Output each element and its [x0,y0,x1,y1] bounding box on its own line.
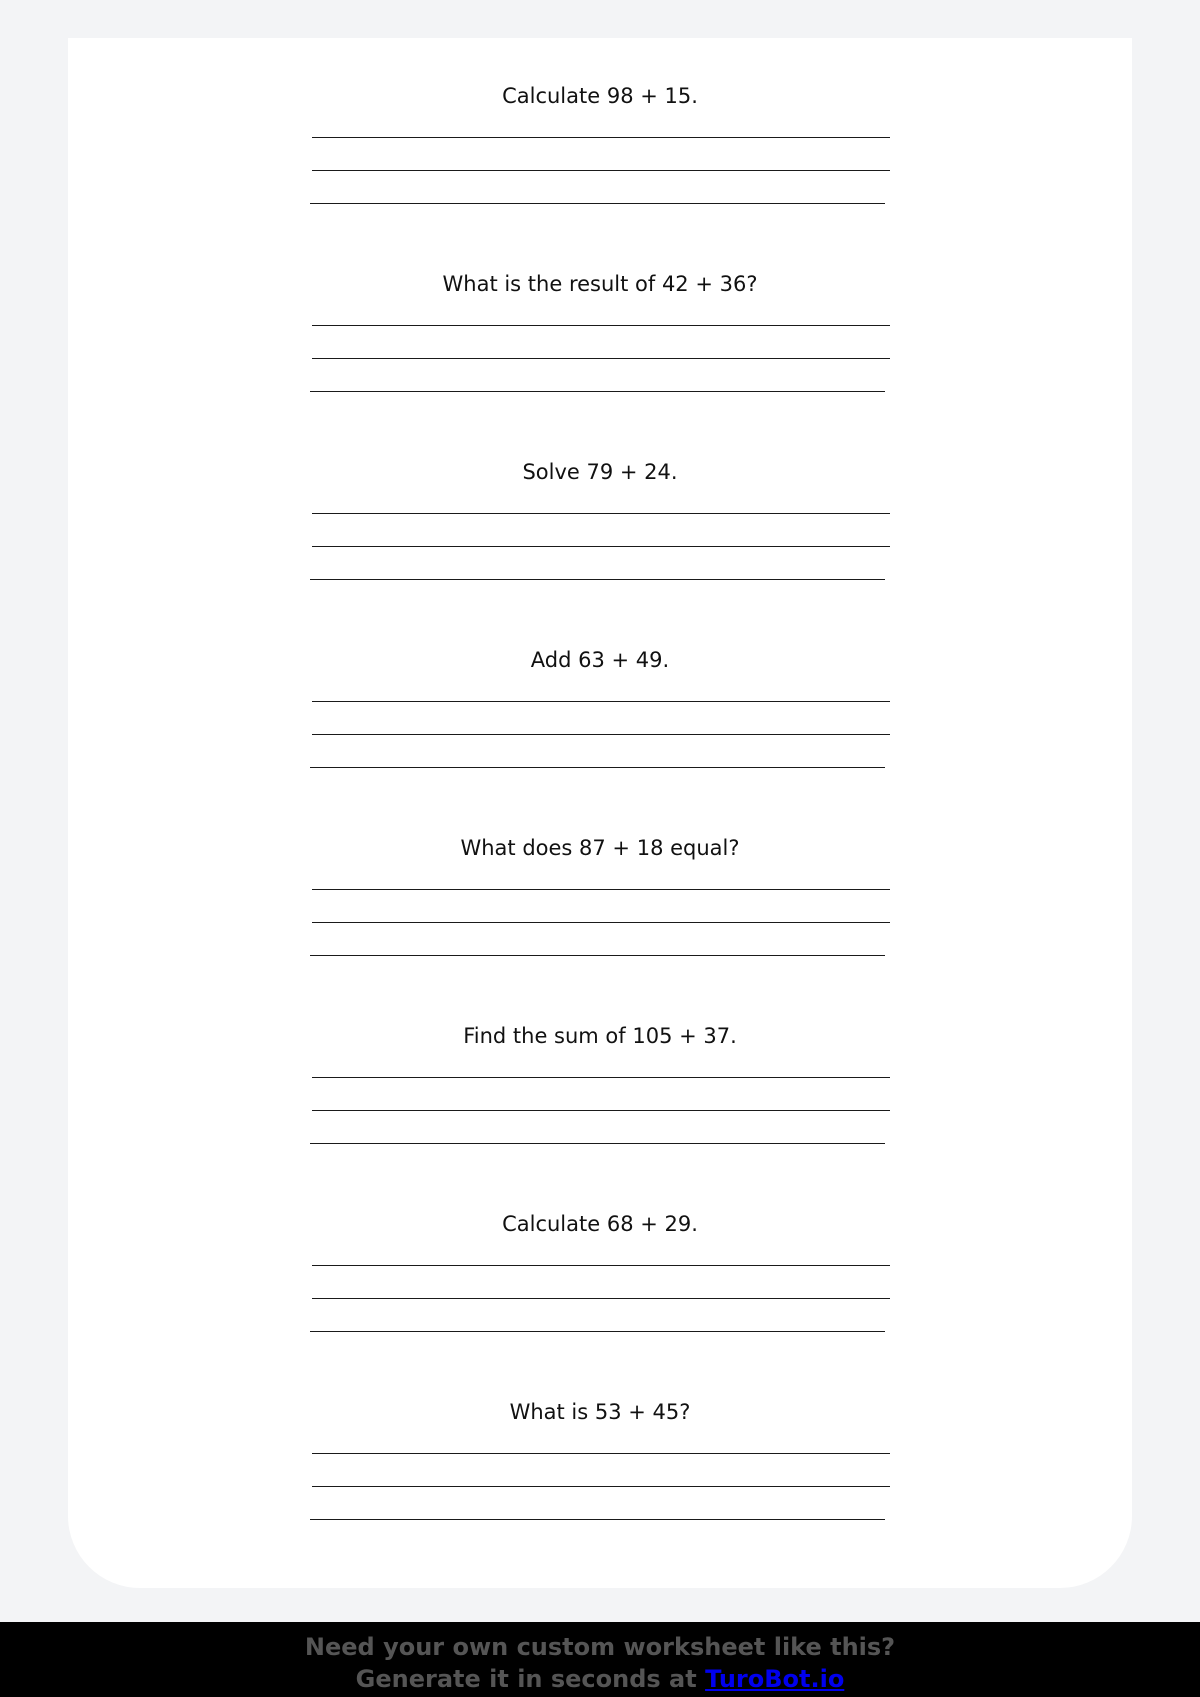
footer-headline: Need your own custom worksheet like this? [304,1633,896,1661]
answer-line [312,358,890,359]
question-block [68,414,1132,574]
answer-line [312,137,890,138]
footer-cta [0,1664,1200,1694]
answer-line [312,1453,890,1454]
answer-line [312,513,890,514]
answer-line [312,1110,890,1111]
promo-footer [0,1622,1200,1697]
answer-line [310,391,885,392]
question-block [68,978,1132,1138]
worksheet-page [68,38,1132,1588]
answer-line [312,1298,890,1299]
answer-line [310,579,885,580]
answer-line [310,767,885,768]
answer-line [312,922,890,923]
question-text: Solve 79 + 24. [522,460,678,484]
question-text: Find the sum of 105 + 37. [463,1024,737,1048]
answer-line [310,955,885,956]
question-block [68,790,1132,950]
question-text: What is 53 + 45? [509,1400,691,1424]
answer-line [310,203,885,204]
answer-line [312,325,890,326]
question-text: What is the result of 42 + 36? [442,272,758,296]
turobot-link[interactable]: TuroBot.io [705,1665,845,1693]
question-text: Calculate 98 + 15. [502,84,698,108]
question-text: Add 63 + 49. [530,648,670,672]
answer-line [312,734,890,735]
answer-line [310,1519,885,1520]
question-block [68,602,1132,762]
question-block [68,226,1132,386]
answer-line [312,701,890,702]
answer-line [312,1265,890,1266]
answer-line [310,1143,885,1144]
footer-cta-text: Generate it in seconds at [355,1665,706,1693]
question-block [68,1354,1132,1514]
answer-line [312,170,890,171]
question-text: What does 87 + 18 equal? [460,836,740,860]
question-text: Calculate 68 + 29. [502,1212,698,1236]
answer-line [312,889,890,890]
question-block [68,1166,1132,1326]
answer-line [310,1331,885,1332]
question-block [68,38,1132,198]
answer-line [312,1486,890,1487]
answer-line [312,1077,890,1078]
answer-line [312,546,890,547]
